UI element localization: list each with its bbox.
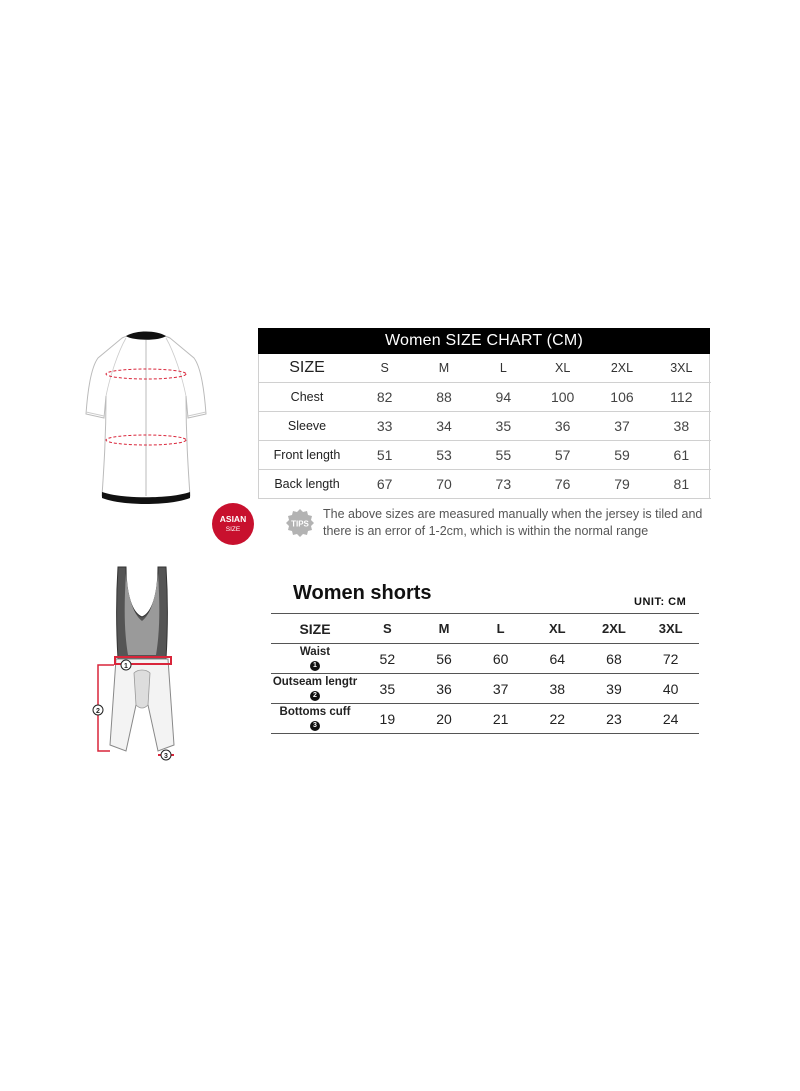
table-row (259, 412, 711, 441)
header-cell: 3XL (652, 354, 711, 383)
header-cell: L (472, 614, 529, 644)
header-cell: S (355, 354, 414, 383)
shorts-size-table (271, 613, 699, 734)
table-cell: 88 (414, 383, 473, 412)
row-marker: 3 (310, 721, 320, 731)
table-cell: 56 (416, 644, 473, 674)
row-label-text: Bottoms cuff (279, 706, 351, 718)
table-row (259, 470, 711, 499)
table-cell: 112 (652, 383, 711, 412)
table-cell: 19 (359, 704, 416, 734)
table-cell: 34 (414, 412, 473, 441)
table-cell: 40 (642, 674, 699, 704)
table-cell: 106 (592, 383, 651, 412)
table-cell: 51 (355, 441, 414, 470)
header-cell: SIZE (271, 614, 359, 644)
header-cell: M (414, 354, 473, 383)
table-cell: 94 (474, 383, 533, 412)
table-row (259, 441, 711, 470)
table-row (271, 674, 699, 704)
table-cell: 38 (529, 674, 586, 704)
tips-note: The above sizes are measured manually when the jersey is tiled and there is an error of 1-2cm, which is within the normal range (323, 507, 703, 538)
table-row (271, 644, 699, 674)
table-cell: 22 (529, 704, 586, 734)
table-cell: 55 (474, 441, 533, 470)
table-cell: 61 (652, 441, 711, 470)
marker-2: 2 (96, 708, 100, 715)
table-cell: 38 (652, 412, 711, 441)
table-cell: 76 (533, 470, 592, 499)
table-cell: 67 (355, 470, 414, 499)
row-label: Back length (259, 470, 355, 499)
table-cell: 23 (586, 704, 643, 734)
table-row (271, 704, 699, 734)
header-cell: 2XL (592, 354, 651, 383)
tips-icon-label: TIPS (291, 519, 309, 529)
header-cell: M (416, 614, 473, 644)
table-cell: 35 (359, 674, 416, 704)
row-label: Front length (259, 441, 355, 470)
jersey-chart-title: Women SIZE CHART (CM) (258, 328, 710, 354)
table-cell: 73 (474, 470, 533, 499)
table-cell: 36 (533, 412, 592, 441)
table-cell: 59 (592, 441, 651, 470)
row-label-text: Outseam lengtr (272, 676, 358, 688)
table-cell: 39 (586, 674, 643, 704)
table-cell: 57 (533, 441, 592, 470)
row-label (271, 674, 359, 704)
row-marker: 2 (310, 691, 320, 701)
table-header-row (259, 354, 711, 383)
table-cell: 79 (592, 470, 651, 499)
badge-line1: ASIAN (219, 514, 247, 524)
table-cell: 70 (414, 470, 473, 499)
shorts-chart-title: Women shorts (293, 582, 432, 604)
marker-1: 1 (124, 663, 128, 670)
table-cell: 24 (642, 704, 699, 734)
header-cell: XL (533, 354, 592, 383)
tips-icon (284, 507, 316, 539)
table-cell: 35 (474, 412, 533, 441)
shorts-size-chart (271, 613, 699, 734)
table-cell: 81 (652, 470, 711, 499)
row-label: Sleeve (259, 412, 355, 441)
table-cell: 68 (586, 644, 643, 674)
table-header-row (271, 614, 699, 644)
row-label (271, 644, 359, 674)
header-cell: S (359, 614, 416, 644)
table-cell: 64 (529, 644, 586, 674)
row-label-text: Waist (299, 646, 331, 658)
row-marker: 1 (310, 661, 320, 671)
table-cell: 37 (472, 674, 529, 704)
asian-size-badge (212, 503, 254, 545)
table-cell: 100 (533, 383, 592, 412)
table-cell: 33 (355, 412, 414, 441)
table-cell: 37 (592, 412, 651, 441)
badge-line2: SIZE (225, 525, 241, 533)
table-row (259, 383, 711, 412)
header-cell: 3XL (642, 614, 699, 644)
bib-shorts-illustration (92, 565, 182, 765)
marker-3: 3 (164, 753, 168, 760)
jersey-illustration (82, 326, 210, 506)
table-cell: 82 (355, 383, 414, 412)
table-cell: 72 (642, 644, 699, 674)
row-label: Chest (259, 383, 355, 412)
table-cell: 21 (472, 704, 529, 734)
header-cell: XL (529, 614, 586, 644)
table-cell: 36 (416, 674, 473, 704)
table-cell: 20 (416, 704, 473, 734)
header-cell: SIZE (259, 354, 355, 383)
table-cell: 52 (359, 644, 416, 674)
jersey-size-chart (258, 328, 710, 499)
unit-label: UNIT: CM (634, 596, 687, 608)
jersey-size-table (259, 354, 711, 499)
table-cell: 53 (414, 441, 473, 470)
row-label (271, 704, 359, 734)
header-cell: L (474, 354, 533, 383)
table-cell: 60 (472, 644, 529, 674)
header-cell: 2XL (586, 614, 643, 644)
